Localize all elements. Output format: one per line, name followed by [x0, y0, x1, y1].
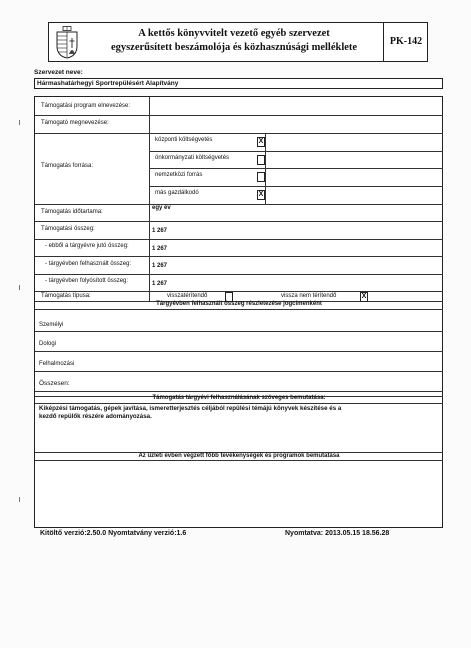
- used-amount-label: - tárgyévben felhasznált összeg:: [45, 261, 132, 267]
- duration-value: egy év: [152, 205, 171, 211]
- organization-name-field: [34, 78, 443, 89]
- source-municipal-budget-label: önkormányzati költségvetés: [155, 155, 230, 161]
- supporter-name-label: Támogató megnevezése:: [41, 120, 109, 126]
- scan-mark: [19, 497, 20, 502]
- type-nonrefundable-checkbox[interactable]: X: [361, 293, 367, 300]
- description-section-title: Támogatás tárgyévi felhasználásának szöveges bemutatása:: [152, 395, 326, 401]
- source-municipal-budget-checkbox[interactable]: [257, 155, 265, 165]
- type-nonrefundable-label: vissza nem térítendő: [281, 293, 337, 299]
- source-central-budget-checkbox[interactable]: X: [258, 138, 264, 145]
- title-line-1: A kettős könyvvitelt vezető egyéb szervezet: [138, 28, 330, 39]
- print-timestamp: Nyomtatva: 2013.05.15 18.56.28: [285, 530, 390, 537]
- source-label: Támogatás forrása:: [41, 163, 94, 169]
- description-text: Kiképzési támogatás, gépek javítása, ismeretterjesztés céljából repülési témájú könyvek készítése és a kezdő repülők részére adományozása.: [39, 405, 342, 420]
- form-code: PK-142: [383, 23, 428, 61]
- coat-of-arms-icon: [55, 26, 79, 59]
- duration-label: Támogatás időtartama:: [41, 209, 103, 215]
- organization-name: Hármashatárhegyi Sportrepülésért Alapítvány: [37, 80, 179, 87]
- organization-label: Szervezet neve:: [34, 69, 83, 76]
- breakdown-personnel-label: Személyi: [39, 322, 64, 328]
- breakdown-material-label: Dologi: [39, 341, 57, 347]
- breakdown-investment-label: Felhalmozási: [39, 361, 75, 367]
- breakdown-total-label: Összesen:: [39, 380, 70, 387]
- support-details-table: [34, 96, 443, 528]
- program-name-label: Támogatási program elnevezése:: [41, 103, 131, 109]
- form-header: [48, 22, 428, 62]
- paid-amount-label: - tárgyévben folyósított összeg:: [45, 278, 129, 284]
- title-line-2: egyszerűsített beszámolója és közhasznúsági melléklete: [110, 42, 358, 53]
- source-international-checkbox[interactable]: [257, 172, 265, 182]
- paid-amount-value: 1 267: [152, 281, 168, 287]
- year-share-label: - ebből a tárgyévre jutó összeg:: [45, 243, 129, 249]
- type-refundable-label: visszatérítendő: [167, 293, 208, 299]
- source-other-business-label: más gazdálkodó: [155, 190, 199, 196]
- scan-mark: [19, 285, 20, 290]
- used-amount-value: 1 267: [152, 263, 168, 269]
- source-other-business-checkbox[interactable]: X: [258, 191, 264, 198]
- form-title: [89, 27, 379, 55]
- year-share-value: 1 267: [152, 246, 168, 252]
- amount-label: Támogatási összeg:: [41, 226, 95, 232]
- scan-mark: [19, 120, 20, 125]
- filler-version: Kitöltő verzió:2.50.0 Nyomtatvány verzió:1.6: [40, 530, 187, 537]
- source-central-budget-label: központi költségvetés: [155, 137, 213, 143]
- source-international-label: nemzetközi forrás: [155, 172, 203, 178]
- amount-value: 1 267: [152, 228, 168, 234]
- activities-section-title: Az üzleti évben végzett főbb tevékenységek és programok bemutatása: [138, 453, 340, 459]
- support-type-label: Támogatás típusa:: [41, 293, 91, 299]
- breakdown-section-title: Tárgyévben felhasznált összeg részletezése jogcímenként: [156, 301, 322, 307]
